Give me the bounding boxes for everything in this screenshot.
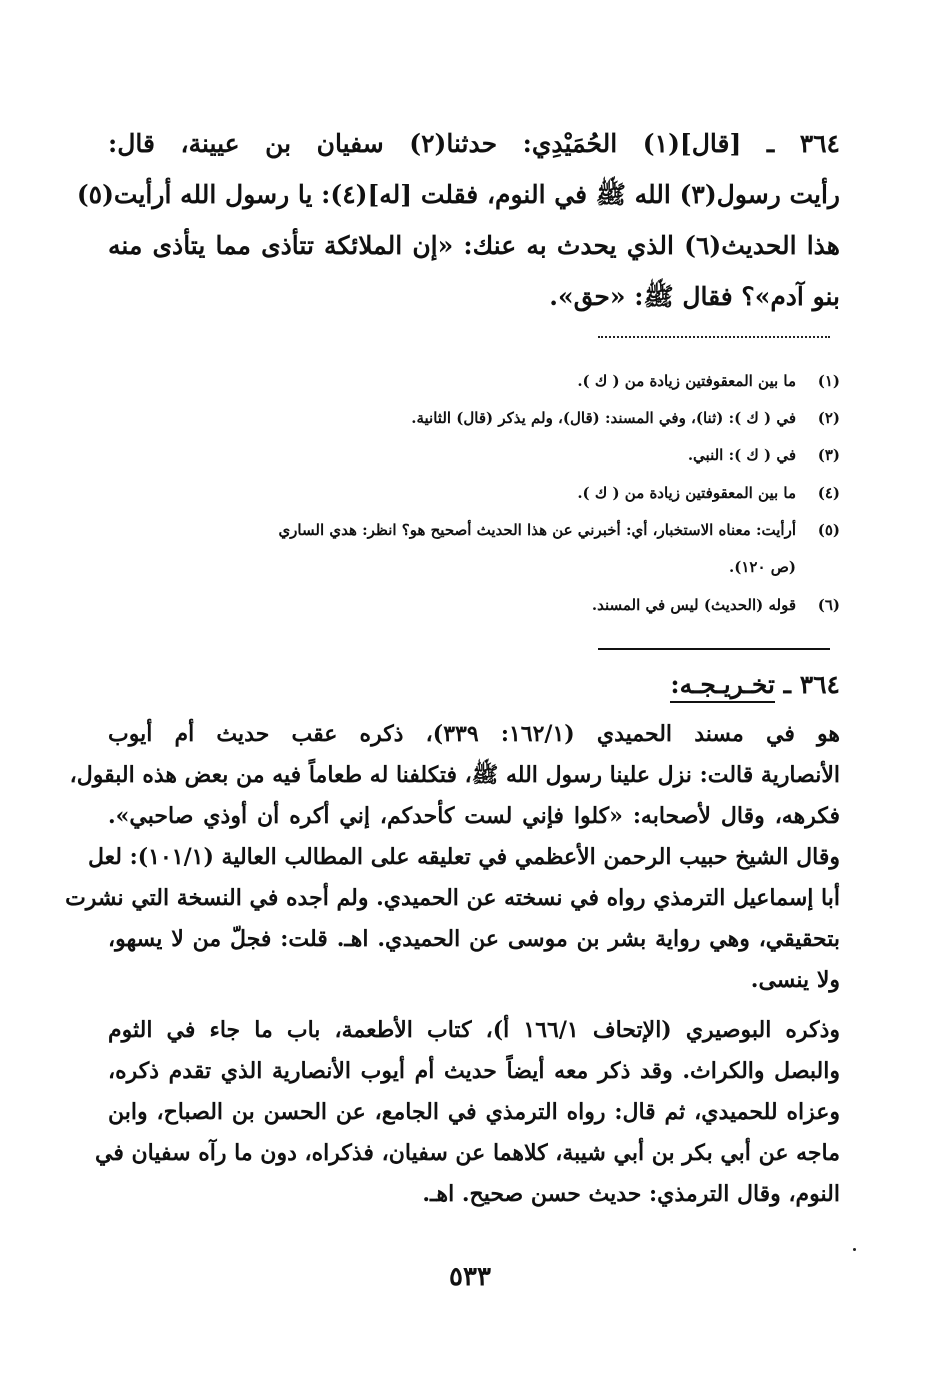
paragraph-line: بتحقيقي، وهي رواية بشر بن موسى عن الحميدي. اهـ. قلت: فجلّ من لا يسهو، (108, 926, 840, 952)
page-number: ٥٣٣ (449, 1262, 491, 1292)
scan-speck (853, 1248, 856, 1251)
footnote-number: (٦) (817, 596, 840, 614)
footnote-1 (108, 372, 840, 390)
hadith-line: هذا الحديث(٦) الذي يحدث به عنك: «إن الملائكة تتأذى مما يتأذى منه (108, 231, 840, 260)
paragraph-line: فكرهه، وقال لأصحابه: «كلوا فإني لست كأحدكم، إني أكره أن أوذي صاحبي». (108, 803, 840, 829)
paragraph-line: أبا إسماعيل الترمذي رواه في نسخته عن الحميدي. ولم أجده في النسخة التي نشرت (65, 885, 840, 911)
paragraph-line: الأنصارية قالت: نزل علينا رسول الله ﷺ، فتكلفنا له طعاماً فيه من بعض هذه البقول، (69, 762, 840, 788)
paragraph-line: ماجه عن أبي بكر بن أبي شيبة، كلاهما عن سفيان، فذكراه، دون ما رآه سفيان في (95, 1140, 840, 1166)
footnote-number: (١) (817, 372, 840, 390)
hadith-line: بنو آدم»؟ فقال ﷺ: «حق». (549, 282, 840, 311)
footnote-2 (108, 409, 840, 427)
footnote-6 (108, 596, 840, 614)
section-title: تخـريـجـه: (670, 670, 775, 703)
footnote-number: (٤) (817, 484, 840, 502)
footnote-number: (٥) (817, 521, 840, 539)
section-number: ٣٦٤ ـ (783, 670, 840, 699)
footnote-number: (٢) (817, 409, 840, 427)
paragraph-line: وذكره البوصيري (الإتحاف ١٦٦/١ أ)، كتاب الأطعمة، باب ما جاء في الثوم (108, 1017, 840, 1043)
paragraph-line: هو في مسند الحميدي (١٦٢/١: ٣٣٩)، ذكره عقب حديث أم أيوب (108, 721, 840, 747)
takhrij-paragraph-1 (65, 714, 840, 1001)
section-heading (670, 670, 840, 699)
hadith-text (76, 118, 840, 322)
paragraph-line: وقال الشيخ حبيب الرحمن الأعظمي في تعليقه على المطالب العالية (١٠١/١): لعل (87, 844, 840, 870)
section-divider (598, 648, 830, 650)
footnote-text: أرأيت: معناه الاستخبار، أي: أخبرني عن هذا الحديث أصحيح هو؟ انظر: هدي الساري (278, 521, 796, 539)
footnote-4 (108, 484, 840, 502)
footnote-3 (108, 446, 840, 464)
hadith-line: ٣٦٤ ـ [قال](١) الحُمَيْدِي: حدثنا(٢) سفيان بن عيينة، قال: (108, 129, 840, 158)
footnote-5-continuation: (ص ١٢٠). (729, 558, 796, 576)
paragraph-line: والبصل والكراث. وقد ذكر معه أيضاً حديث أم أيوب الأنصارية الذي تقدم ذكره، (108, 1058, 840, 1084)
footnote-number: (٣) (817, 446, 840, 464)
paragraph-line: وعزاه للحميدي، ثم قال: رواه الترمذي في الجامع، عن الحسن بن الصباح، وابن (108, 1099, 840, 1125)
footnote-5 (108, 521, 840, 539)
takhrij-paragraph-2 (95, 1010, 840, 1215)
footnote-text: ما بين المعقوفتين زيادة من ( ك ). (577, 484, 796, 502)
footnote-text: ما بين المعقوفتين زيادة من ( ك ). (577, 372, 796, 390)
footnote-text: في ( ك ): (ثنا)، وفي المسند: (قال)، ولم يذكر (قال) الثانية. (411, 409, 796, 427)
hadith-line: رأيت رسول(٣) الله ﷺ في النوم، فقلت [له](٤): يا رسول الله أرأيت(٥) (76, 180, 840, 209)
footnote-text: في ( ك ): النبي. (687, 446, 796, 464)
paragraph-line: ولا ينسى. (750, 967, 840, 993)
footnote-text: قوله (الحديث) ليس في المسند. (591, 596, 796, 614)
footnote-separator (598, 336, 830, 338)
paragraph-line: النوم، وقال الترمذي: حديث حسن صحيح. اهـ. (422, 1181, 840, 1207)
